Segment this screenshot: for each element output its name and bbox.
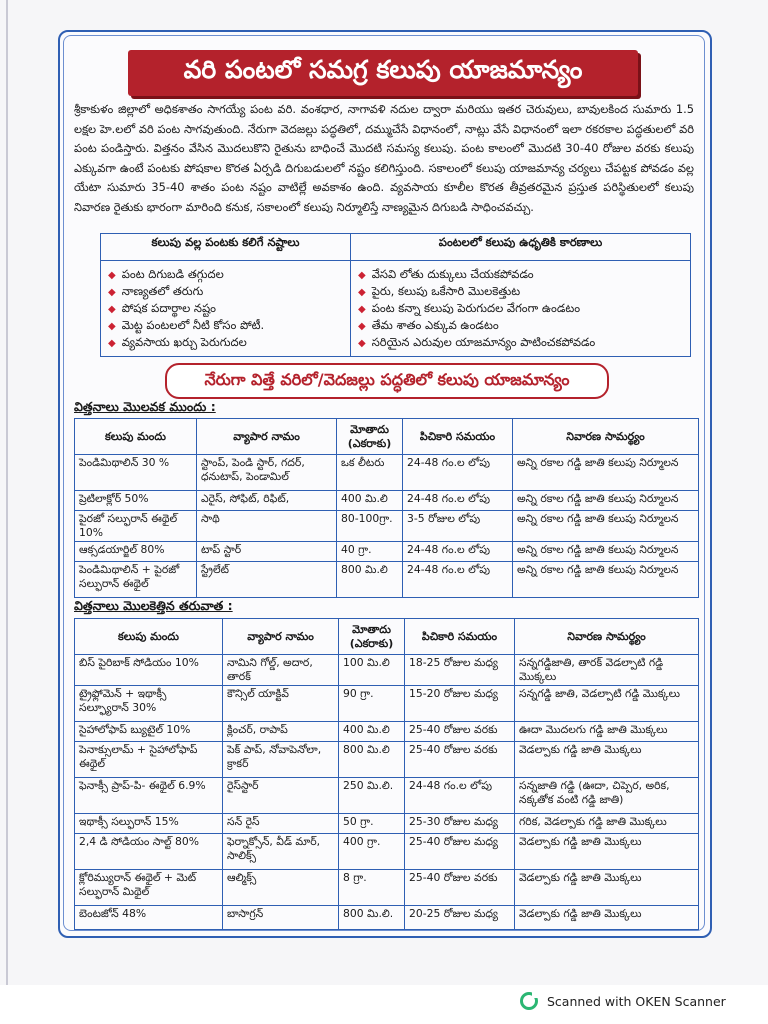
col-efficacy: నివారణ సామర్థ్యం — [513, 419, 699, 455]
table-row: పెనాక్సులామ్ + సైహాలోఫాప్ ఈథైల్ పెక్ పాప్, నోవాపెనోలా, క్రాకర్ 800 మి.లి 25-40 రోజుల వరకు వెడల్పాకు గడ్డి జాతి మొక్కలు — [75, 742, 699, 778]
diamond-bullet-icon: ◆ — [358, 304, 366, 315]
list-item: ◆ సరియైన ఎరువుల యాజమాన్యం పాటించకపోవడం — [358, 335, 596, 349]
watermark-text: Scanned with OKEN Scanner — [547, 993, 726, 1009]
table-row: ఫెనాక్సీ ప్రాప్-పి- ఈథైల్ 6.9% రైస్‌స్టార్ 250 మి.లి. 24-48 గం.ల లోపు సన్నజాతి గడ్డి (ఊదా, చిప్పెర, అరిక, నక్కతోక వంటి గడ్డి జాతి) — [75, 778, 699, 814]
col-spray-time: పిచికారి సమయం — [403, 419, 513, 455]
list-item: ◆ పంట కన్నా కలుపు పెరుగుదల వేగంగా ఉండటం — [358, 301, 581, 315]
col-dose: మోతాదు (ఎకరాకు) — [339, 619, 405, 655]
diamond-bullet-icon: ◆ — [358, 270, 366, 281]
table-row: క్లోరిమ్యురాన్ ఈథైల్ + మెట్ సల్ఫురాన్ మిథైల్ ఆల్మిక్స్ 8 గ్రా. 25-40 రోజుల వరకు వెడల్పాకు గడ్డి జాతి మొక్కలు — [75, 870, 699, 906]
losses-header: కలుపు వల్ల పంటకు కలిగే నష్టాలు — [101, 234, 351, 261]
points-table — [100, 233, 691, 357]
list-item: ◆ మెట్ట పంటలలో నీటి కోసం పోటీ. — [108, 318, 265, 332]
section2-title: విత్తనాలు మొలకెత్తిన తరువాత : — [74, 598, 233, 613]
diamond-bullet-icon: ◆ — [108, 287, 116, 298]
table-row: పెండిమిథాలిన్ 30 % స్టాంప్, పెండి స్టార్, గదర్, ధనుటాప్, పెండామిల్ ఒక లీటరు 24-48 గం.ల లోపు అన్ని రకాల గడ్డి జాతి కలుపు నిర్మూలన — [75, 455, 699, 491]
section1-title: విత్తనాలు మొలవక ముందు : — [74, 399, 216, 414]
table-row: ప్రెటిలాక్లోర్ 50% ఎరైస్, సోఫిట్, రిఫిట్, 400 మి.లి 24-48 గం.ల లోపు అన్ని రకాల గడ్డి జాతి కలుపు నిర్మూలన — [75, 491, 699, 511]
diamond-bullet-icon: ◆ — [108, 338, 116, 349]
oken-logo-icon — [520, 992, 538, 1010]
list-item: ◆ వేసవి లోతు దుక్కులు చేయకపోవడం — [358, 267, 534, 281]
list-item: ◆ నాణ్యతలో తరుగు — [108, 284, 204, 298]
table-row: 2,4 డి సోడియం సాల్ట్ 80% ఫెర్నాక్సోన్, వీడ్ మార్, సాలిక్స్ 400 గ్రా. 25-40 రోజుల మధ్య వెడల్పాకు గడ్డి జాతి మొక్కలు — [75, 834, 699, 870]
pre-emergence-table — [74, 418, 699, 598]
diamond-bullet-icon: ◆ — [358, 321, 366, 332]
list-item: ◆ తేమ శాతం ఎక్కువ ఉండటం — [358, 318, 499, 332]
col-herbicide: కలుపు మందు — [75, 619, 223, 655]
causes-cell — [351, 261, 691, 357]
table-row: సైహాలోఫాప్ బ్యుటైల్ 10% క్లించర్, రాపాప్ 400 మి.లి 25-40 రోజుల వరకు ఊదా మొదలగు గడ్డి జాతి మొక్కలు — [75, 722, 699, 742]
col-dose: మోతాదు (ఎకరాకు) — [337, 419, 403, 455]
scanner-watermark — [520, 990, 726, 1012]
table-row: ఆక్సడయార్జిల్ 80% టాప్ స్టార్ 40 గ్రా. 24-48 గం.ల లోపు అన్ని రకాల గడ్డి జాతి కలుపు నిర్మూలన — [75, 542, 699, 562]
list-item: ◆ పంట దిగుబడి తగ్గుదల — [108, 267, 224, 281]
diamond-bullet-icon: ◆ — [358, 287, 366, 298]
col-trade-name: వ్యాపార నామం — [197, 419, 337, 455]
table-row: పైరజో సల్ఫురాన్ ఈథైల్ 10% సాథి 80-100గ్రా. 3-5 రోజుల లోపు అన్ని రకాల గడ్డి జాతి కలుపు నిర్మూలన — [75, 511, 699, 542]
table-row: పెండిమిథాలిన్ + పైరజో సల్ఫురాన్ ఈథైల్ స్ట్రేలేట్ 800 మి.లి 24-48 గం.ల లోపు అన్ని రకాల గడ్డి జాతి కలుపు నిర్మూలన — [75, 562, 699, 598]
page-title: వరి పంటలో సమగ్ర కలుపు యాజమాన్యం — [128, 50, 638, 96]
losses-cell — [101, 261, 351, 357]
col-spray-time: పిచికారి సమయం — [405, 619, 515, 655]
table-row: ఇథాక్సీ సల్ఫురాన్ 15% సన్ రైస్ 50 గ్రా. 25-30 రోజుల మధ్య గరిక, వెడల్పాకు గడ్డి జాతి మొక్కలు — [75, 814, 699, 834]
list-item: ◆ పైరు, కలుపు ఒకేసారి మొలకెత్తుట — [358, 284, 521, 298]
table-row: ట్రైఫ్లోమెన్ + ఇథాక్సీ సల్ఫ్యూరాన్ 30% కౌన్సిల్ యాక్టివ్ 90 గ్రా. 15-20 రోజుల మధ్య సన్నగడ్డి జాతి, వెడల్పాటి గడ్డి మొక్కలు — [75, 686, 699, 722]
list-item: ◆ వ్యవసాయ ఖర్చు పెరుగుదల — [108, 335, 247, 349]
table-row: బిస్ పైరిబాక్ సోడియం 10% నామిని గోల్డ్, అదార, తారక్ 100 మి.లి 18-25 రోజుల మధ్య సన్నగడ్డిజాతి, తారక్ వెడల్పాటి గడ్డి మొక్కలు — [75, 655, 699, 686]
causes-list — [352, 262, 689, 355]
section-banner: నేరుగా విత్తే వరిలో/వెదజల్లు పద్ధతిలో కలుపు యాజమాన్యం — [165, 363, 609, 399]
post-emergence-table — [74, 618, 699, 930]
col-trade-name: వ్యాపార నామం — [223, 619, 339, 655]
diamond-bullet-icon: ◆ — [358, 338, 366, 349]
intro-paragraph: శ్రీకాకుళం జిల్లాలో అధికశాతం సాగయ్యే పంట వరి. వంశధార, నాగావళి నదుల ద్వారా మరియు ఇతర చెరువులు, బావులకింద సుమారు 1.5 లక్షల హె.లలో వరి పంట సాగవుతుంది. నేరుగా వెదజల్లు పద్ధతిలో, దమ్ముచేసే విధానంలో, నాట్లు వేసే విధానంలో ఇలా రకరకాల పద్ధతులలో వరి పంట పండిస్తారు. విత్తనం వేసిన మొదలుకొని రైతును బాధించే మొదటి సమస్య కలుపు. పంట కాలంలో మొదటి 30-40 రోజుల వరకు కలుపు ఎక్కువగా ఉంటే పంటకు పోషకాల కొరత ఏర్పడి దిగుబడులలో నష్టం కలిగిస్తుంది. సకాలంలో కలుపు యాజమాన్య చర్యలు చేపట్టక పోవడం వల్ల యేటా సుమారు 35-40 శాతం పంట నష్టం వాటిల్లే అవకాశం ఉంది. వ్యవసాయ కూలీల కొరత తీవ్రతరమైన ప్రస్తుత పరిస్థితులలో కలుపు నివారణ రైతుకు భారంగా మారింది కనుక, సకాలంలో కలుపు నిర్మూలిస్తే నాణ్యమైన దిగుబడి సాధించవచ్చు. — [74, 102, 694, 214]
diamond-bullet-icon: ◆ — [108, 304, 116, 315]
causes-header: పంటలలో కలుపు ఉధృతికి కారణాలు — [351, 234, 691, 261]
list-item: ◆ పోషక పదార్థాల నష్టం — [108, 301, 216, 315]
losses-list — [102, 262, 349, 355]
col-efficacy: నివారణ సామర్థ్యం — [515, 619, 699, 655]
diamond-bullet-icon: ◆ — [108, 270, 116, 281]
diamond-bullet-icon: ◆ — [108, 321, 116, 332]
col-herbicide: కలుపు మందు — [75, 419, 197, 455]
table-row: బెంటజోన్ 48% బాసాగ్రన్ 800 మి.లి. 20-25 రోజుల మధ్య వెడల్పాకు గడ్డి జాతి మొక్కలు — [75, 906, 699, 930]
page-edge — [6, 0, 8, 985]
